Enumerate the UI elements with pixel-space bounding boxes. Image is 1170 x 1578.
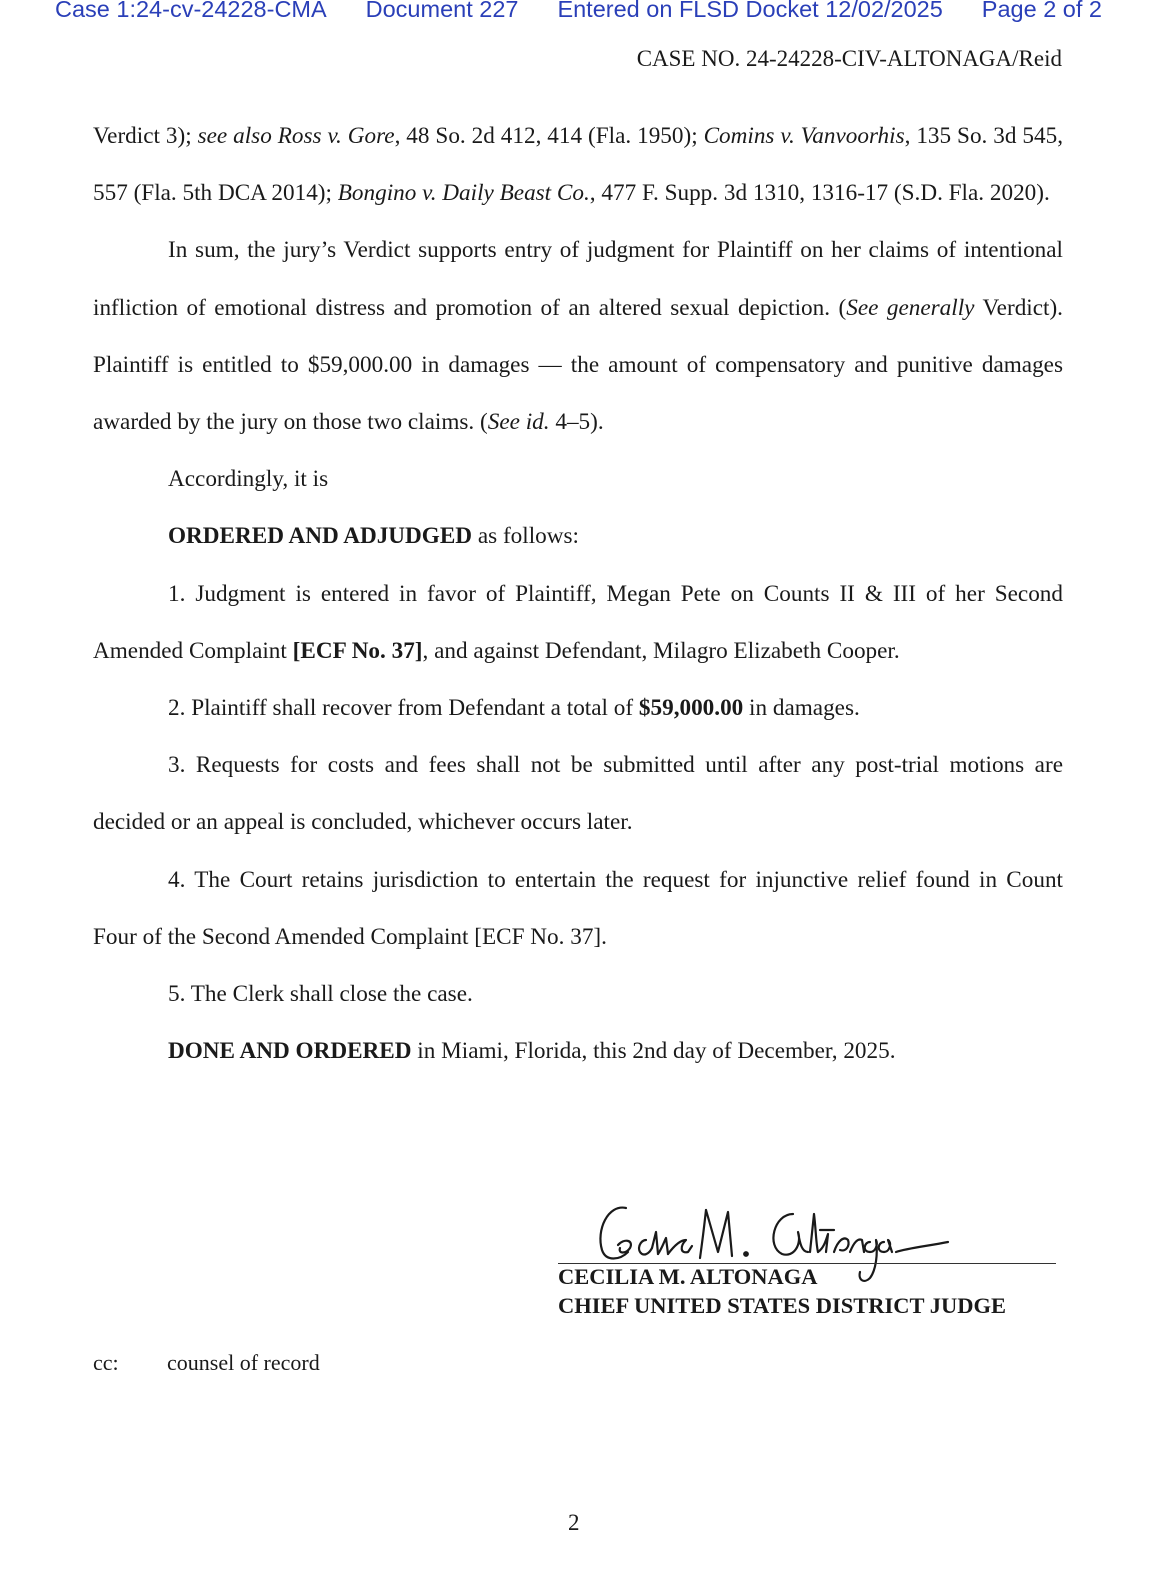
judge-title: CHIEF UNITED STATES DISTRICT JUDGE xyxy=(558,1293,1007,1318)
case-number: CASE NO. 24-24228-CIV-ALTONAGA/Reid xyxy=(636,46,1062,71)
cc-label: cc: xyxy=(93,1350,119,1375)
p2-see-generally: See generally xyxy=(846,294,975,321)
item2-amount: $59,000.00 xyxy=(638,695,744,722)
paragraph-citations xyxy=(93,108,1063,222)
header-entered: Entered on FLSD Docket 12/02/2025 xyxy=(557,0,943,22)
paragraph-ordered xyxy=(93,508,1063,565)
item1-text-a: 1. Judgment is entered in favor of Plaintiff, Megan Pete on Counts II & III of her Second Amended Complaint xyxy=(93,580,1063,664)
order-item-3: 3. Requests for costs and fees shall not be submitted until after any post-trial motions are decided or an appeal is concluded, whichever occurs later. xyxy=(93,752,1063,836)
done-heading: DONE AND ORDERED xyxy=(168,1038,412,1065)
p1-citation-bongino: Bongino v. Daily Beast Co. xyxy=(337,180,590,207)
cc-value: counsel of record xyxy=(167,1350,320,1375)
paragraph-done-ordered xyxy=(93,1023,1063,1080)
ordered-rest: as follows: xyxy=(472,523,579,550)
p2-see-id: See id. xyxy=(487,409,550,436)
paragraph-in-sum xyxy=(93,222,1063,451)
p1-citation-comins: Comins v. Vanvoorhis xyxy=(703,123,905,149)
item2-text-a: 2. Plaintiff shall recover from Defendant a total of xyxy=(168,695,639,722)
header-page: Page 2 of 2 xyxy=(981,0,1102,22)
p1-text-e: , 135 So. 3d 545, 557 (Fla. 5th DCA 2014); xyxy=(93,123,1063,207)
order-item-4: 4. The Court retains jurisdiction to entertain the request for injunctive relief found in Count Four of the Second Amended Complaint [ECF No. 37]. xyxy=(93,866,1063,950)
ordered-heading: ORDERED AND ADJUDGED xyxy=(168,523,473,550)
item1-text-c: , and against Defendant, Milagro Elizabeth Cooper. xyxy=(422,637,900,664)
order-body xyxy=(93,108,1063,1080)
order-item-5: 5. The Clerk shall close the case. xyxy=(168,981,473,1008)
p2-text-a: In sum, the jury’s Verdict supports entry of judgment for Plaintiff on her claims of intentional infliction of emotional distress and promotion of an altered sexual depiction. ( xyxy=(93,237,1063,321)
paragraph-accordingly: Accordingly, it is xyxy=(168,466,329,493)
header-case: Case 1:24-cv-24228-CMA xyxy=(55,0,327,22)
p1-text-c: , 48 So. 2d 412, 414 (Fla. 1950); xyxy=(394,123,704,149)
item2-text-c: in damages. xyxy=(743,695,860,722)
header-document: Document 227 xyxy=(365,0,519,22)
p1-text-g: , 477 F. Supp. 3d 1310, 1316-17 (S.D. Fla. 2020). xyxy=(589,180,1050,207)
item1-ecf-ref: [ECF No. 37] xyxy=(292,637,423,664)
p2-text-e: 4–5). xyxy=(549,409,604,436)
p1-text-a: Verdict 3); xyxy=(93,123,198,149)
cc-line xyxy=(93,1350,320,1376)
p1-citation-ross: see also Ross v. Gore xyxy=(197,123,395,149)
done-rest: in Miami, Florida, this 2nd day of December, 2025. xyxy=(411,1038,896,1065)
ecf-header xyxy=(55,0,1102,23)
judge-name: CECILIA M. ALTONAGA xyxy=(558,1264,818,1289)
order-item-2 xyxy=(93,680,1063,737)
order-item-1 xyxy=(93,566,1063,680)
p2-text-c: Verdict). Plaintiff is entitled to $59,000.00 in damages — the amount of compensatory and punitive damages awarded by the jury on those two claims. ( xyxy=(93,294,1063,436)
page-number: 2 xyxy=(568,1510,580,1535)
